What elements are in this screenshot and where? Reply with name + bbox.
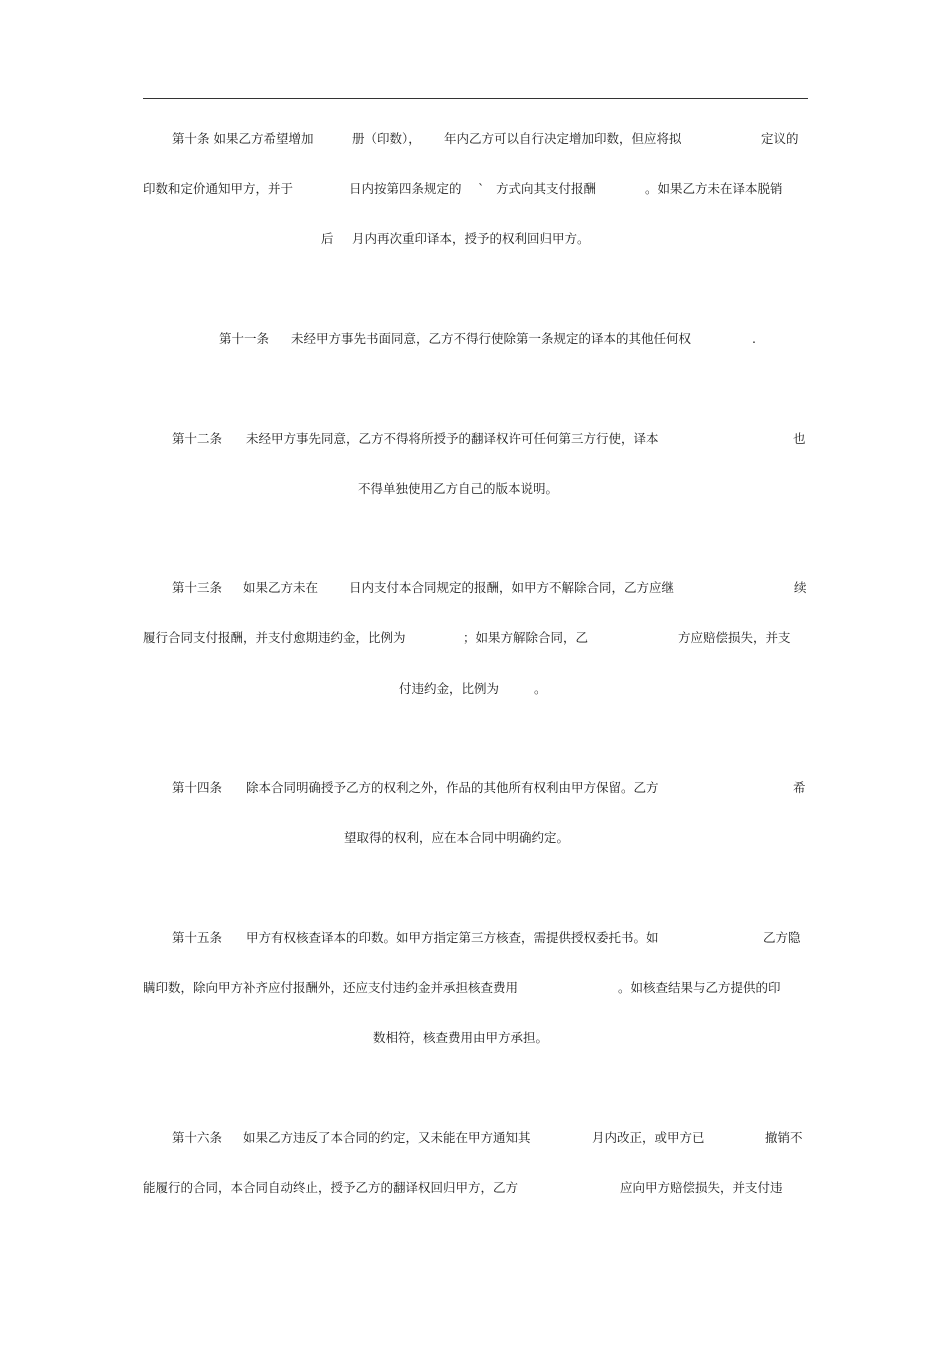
article-15-line-1-segment: 乙方隐	[763, 930, 801, 945]
article-11-line-1-segment: 第十一条	[219, 331, 270, 346]
article-10-line-2-segment: 日内按第四条规定的	[349, 181, 462, 196]
article-10-line-2-segment: 。如果乙方未在译本脱销	[645, 181, 783, 196]
article-13-line-2-segment: 履行合同支付报酬，并支付愈期违约金，比例为	[143, 630, 406, 645]
article-12-line-1-segment: 第十二条	[172, 431, 223, 446]
article-11-line-1-segment: .	[752, 331, 756, 346]
article-16-line-1-segment: 撤销不	[765, 1130, 803, 1145]
article-13-line-3-segment: 付违约金，比例为	[399, 681, 500, 696]
article-13-line-2-segment: 方应赔偿损失，并支	[678, 630, 791, 645]
article-14-line-2-segment: 望取得的权利，应在本合同中明确约定。	[344, 830, 570, 845]
article-14-line-1-segment: 第十四条	[172, 780, 223, 795]
article-12-line-1-segment: 未经甲方事先同意，乙方不得将所授予的翻译权许可任何第三方行使，译本	[246, 431, 659, 446]
article-15-line-1-segment: 甲方有权核查译本的印数。如甲方指定第三方核查，需提供授权委托书。如	[246, 930, 659, 945]
article-16-line-2-segment: 能履行的合同，本合同自动终止，授予乙方的翻译权回归甲方，乙方	[143, 1180, 519, 1195]
article-16-line-1-segment: 月内改正，或甲方已	[592, 1130, 705, 1145]
article-10-line-3-segment: 月内再次重印译本，授予的权利回归甲方。	[352, 231, 590, 246]
article-15-line-2-segment: 瞒印数，除向甲方补齐应付报酬外，还应支付违约金并承担核查费用	[143, 980, 519, 995]
article-13-line-1-segment: 第十三条	[172, 580, 223, 595]
article-13-line-1-segment: 日内支付本合同规定的报酬，如甲方不解除合同，乙方应继	[349, 580, 675, 595]
article-10-line-1-segment: 册（印数），	[352, 131, 421, 146]
article-15-line-1-segment: 第十五条	[172, 930, 223, 945]
article-13-line-1-segment: 如果乙方未在	[243, 580, 319, 595]
article-10-line-1-segment: 年内乙方可以自行决定增加印数，但应将拟	[444, 131, 682, 146]
article-13-line-2-segment: ；如果方解除合同，乙	[463, 630, 589, 645]
article-13-line-1-segment: 续	[794, 580, 807, 595]
article-16-line-2-segment: 应向甲方赔偿损失，并支付违	[620, 1180, 783, 1195]
article-11-line-1-segment: 未经甲方事先书面同意，乙方不得行使除第一条规定的译本的其他任何权	[291, 331, 692, 346]
article-16-line-1-segment: 第十六条	[172, 1130, 223, 1145]
article-13-line-3-segment: 。	[534, 681, 547, 696]
article-10-line-2-segment: 印数和定价通知甲方，并于	[143, 181, 294, 196]
article-14-line-1-segment: 希	[793, 780, 806, 795]
article-10-line-2-segment: 方式向其支付报酬	[496, 181, 597, 196]
article-10-line-1-segment: 定议的	[761, 131, 799, 146]
header-rule	[143, 98, 808, 99]
article-12-line-2-segment: 不得单独使用乙方自己的版本说明。	[358, 481, 559, 496]
article-10-line-1-segment: 第十条 如果乙方希望增加	[172, 131, 314, 146]
article-12-line-1-segment: 也	[793, 431, 806, 446]
article-15-line-3-segment: 数相符，核查费用由甲方承担。	[373, 1030, 549, 1045]
article-15-line-2-segment: 。如核查结果与乙方提供的印	[618, 980, 781, 995]
article-10-line-2-segment: `	[478, 181, 485, 196]
article-10-line-3-segment: 后	[321, 231, 334, 246]
article-14-line-1-segment: 除本合同明确授予乙方的权利之外，作品的其他所有权利由甲方保留。乙方	[246, 780, 659, 795]
article-16-line-1-segment: 如果乙方违反了本合同的约定，又未能在甲方通知其	[243, 1130, 531, 1145]
